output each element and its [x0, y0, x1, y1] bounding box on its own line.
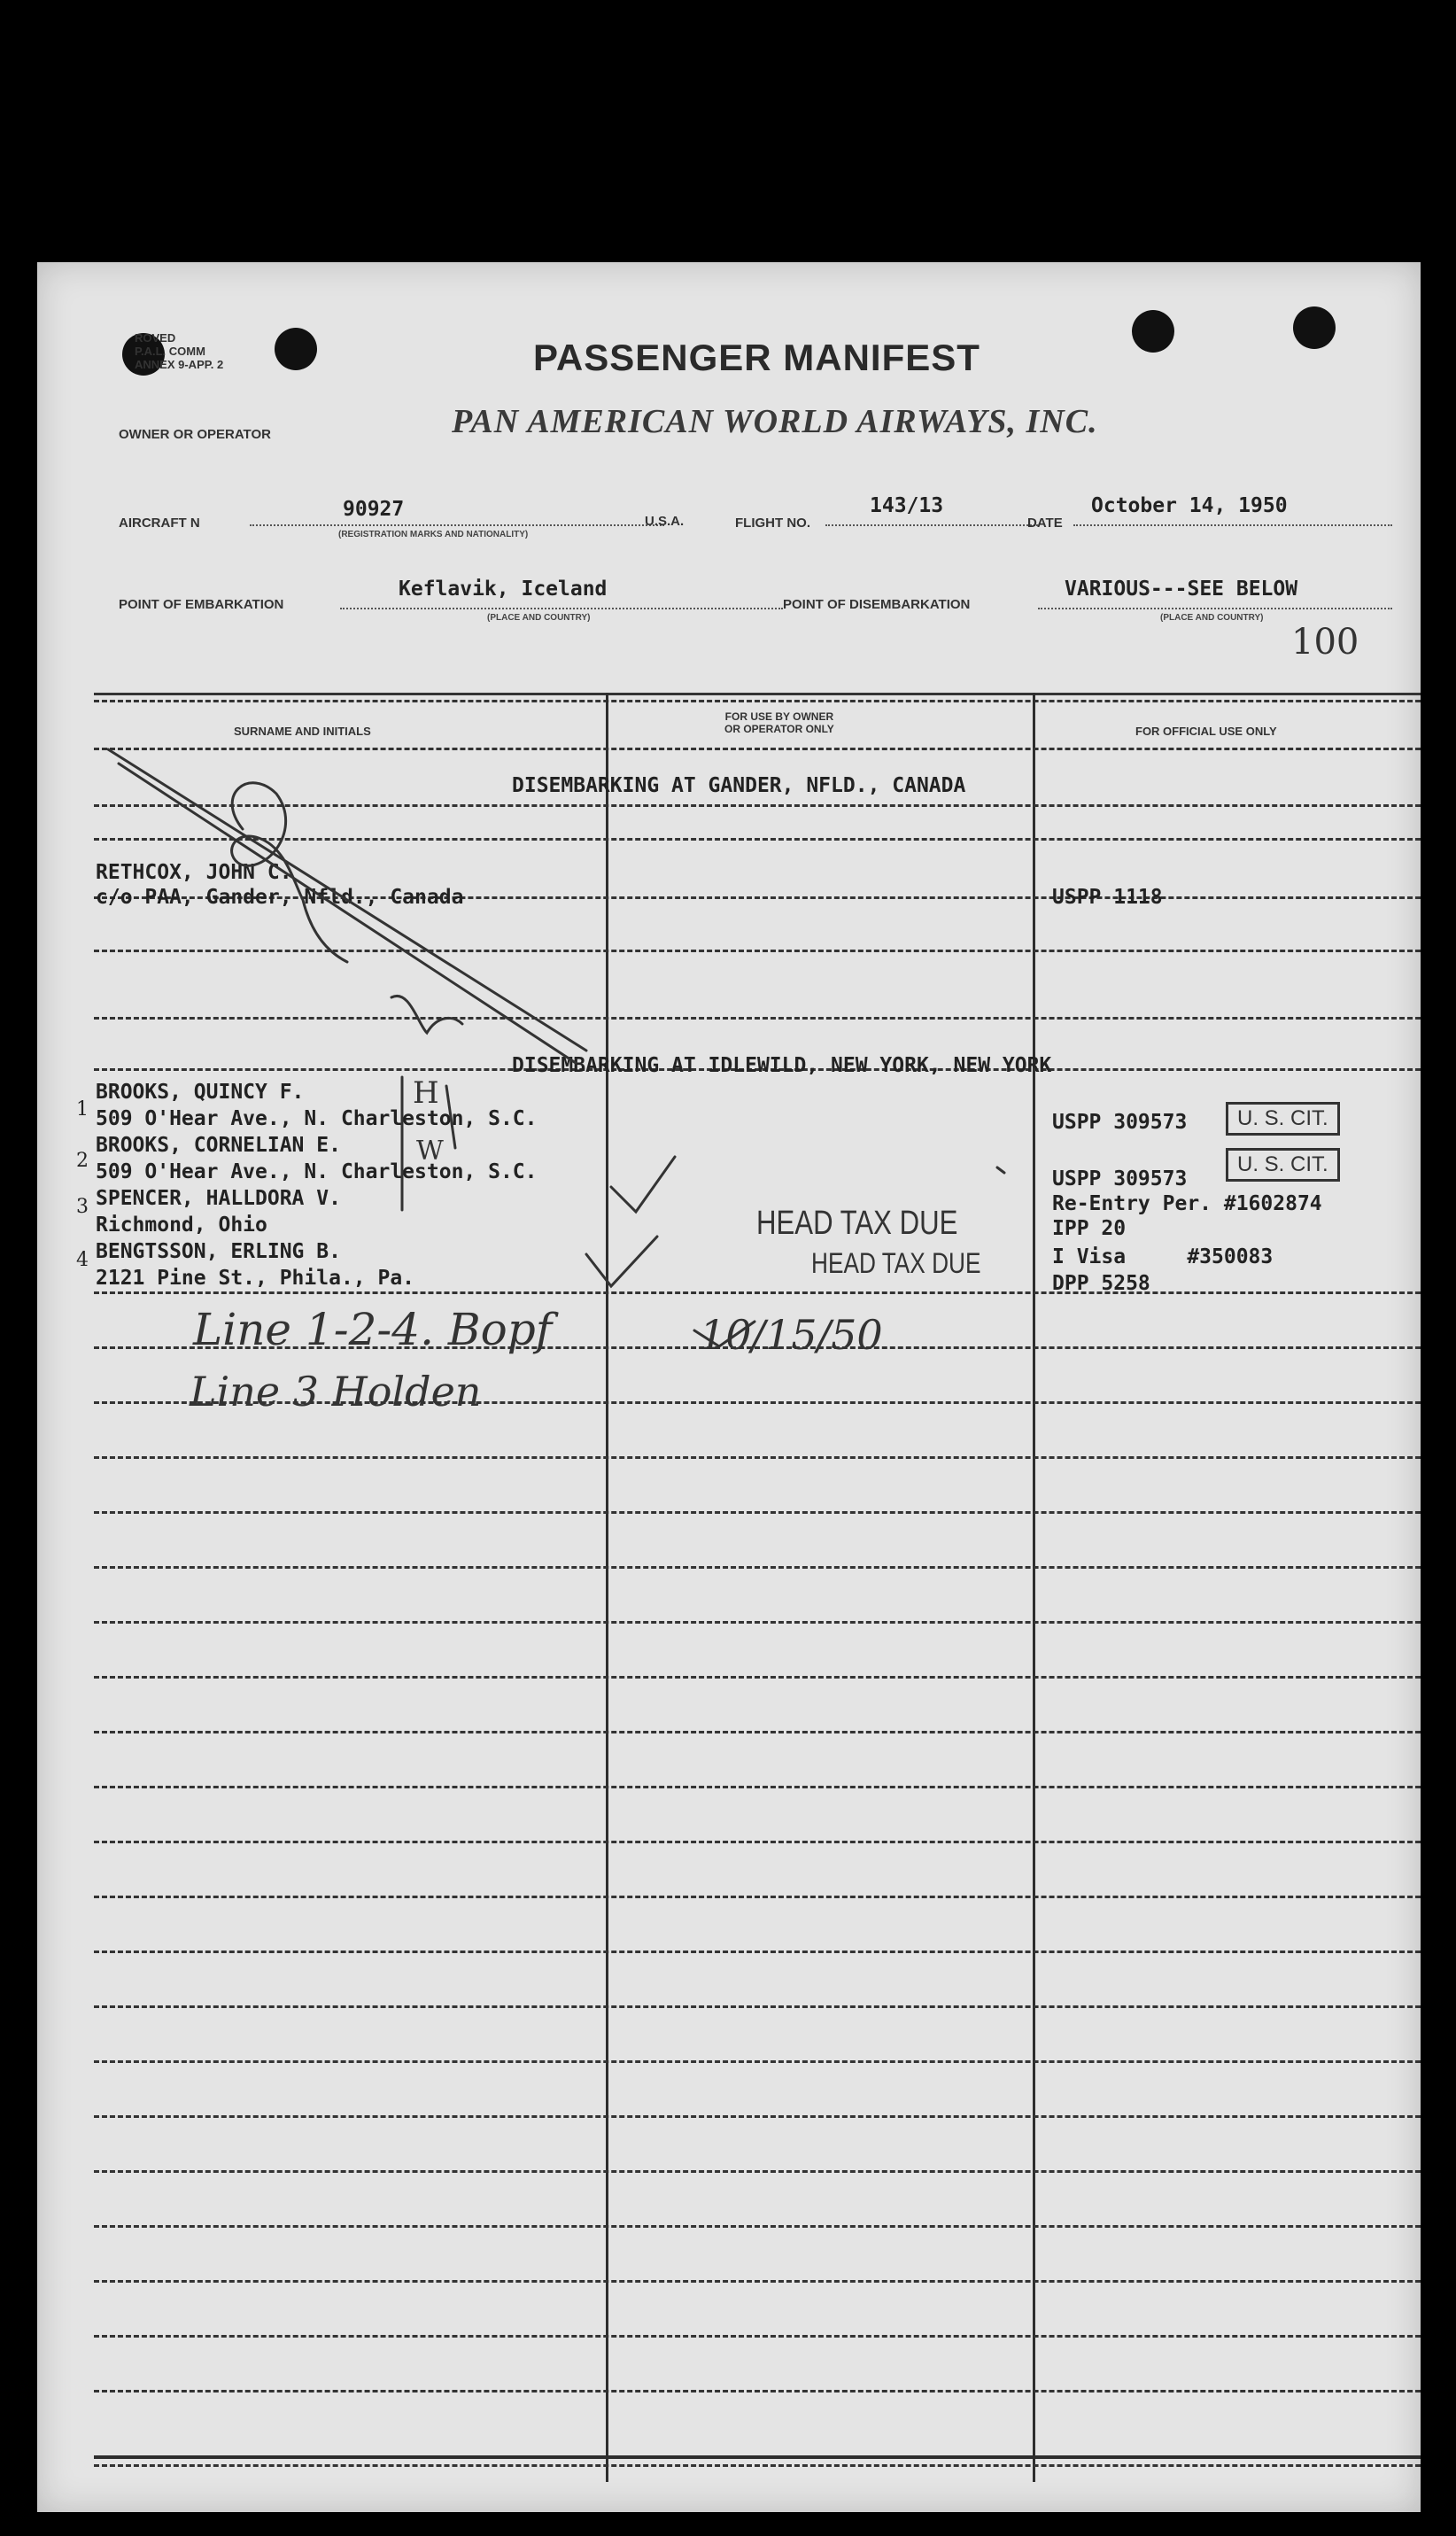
handwritten-date: 10/15/50	[700, 1311, 883, 1359]
scribble	[232, 783, 347, 962]
embark-sub: (PLACE AND COUNTRY)	[487, 613, 591, 623]
aircraft-sub: (REGISTRATION MARKS AND NATIONALITY)	[338, 530, 529, 539]
bottom-rule	[94, 2455, 1421, 2459]
passenger-address: 509 O'Hear Ave., N. Charleston, S.C.	[96, 1160, 538, 1183]
manifest-page	[37, 262, 1421, 2512]
strike-line	[119, 764, 576, 1063]
passenger-name: BENGTSSON, ERLING B.	[96, 1240, 341, 1263]
passenger-official: USPP 309573	[1052, 1111, 1188, 1134]
flight-label: FLIGHT NO.	[735, 516, 810, 531]
disembark-label: POINT OF DISEMBARKATION	[783, 597, 971, 612]
passenger-name: SPENCER, HALLDORA V.	[96, 1187, 341, 1210]
disembark-value: VARIOUS---SEE BELOW	[1065, 578, 1298, 601]
pen-marks	[37, 262, 1421, 2512]
handwritten-mark: H	[413, 1075, 439, 1111]
passenger-name: BROOKS, QUINCY F.	[96, 1081, 305, 1104]
passenger-official: USPP 309573	[1052, 1167, 1188, 1190]
passenger-address: 2121 Pine St., Phila., Pa.	[96, 1267, 415, 1290]
head-tax-stamp: HEAD TAX DUE	[756, 1205, 958, 1242]
col-header-owner-line: OR OPERATOR ONLY	[724, 723, 834, 735]
tick-mark	[446, 1086, 455, 1148]
date-value: October 14, 1950	[1091, 494, 1288, 517]
aircraft-label: AIRCRAFT N	[119, 516, 200, 531]
line-number: 4	[76, 1249, 89, 1271]
section-idlewild: DISEMBARKING AT IDLEWILD, NEW YORK, NEW YORK	[512, 1054, 1052, 1077]
line-number: 3	[76, 1196, 89, 1218]
embark-value: Keflavik, Iceland	[399, 578, 608, 601]
col-header-surname: SURNAME AND INITIALS	[234, 725, 371, 738]
head-tax-stamp: HEAD TAX DUE	[811, 1247, 981, 1279]
flight-value: 143/13	[870, 494, 944, 517]
passenger-address: 509 O'Hear Ave., N. Charleston, S.C.	[96, 1107, 538, 1130]
handwritten-note: Line 3 Holden	[190, 1368, 482, 1415]
approval-line: P.A.L. COMM	[135, 345, 205, 358]
handwritten-number: 100	[1291, 622, 1359, 663]
handwritten-mark: W	[416, 1136, 444, 1167]
handwritten-note: Line 1-2-4. Bopf	[193, 1304, 553, 1355]
approval-line: ROVED	[135, 331, 176, 345]
passenger-official-2: DPP 5258	[1052, 1272, 1150, 1295]
passenger-address: Richmond, Ohio	[96, 1214, 267, 1237]
passenger-official: Re-Entry Per. #1602874	[1052, 1192, 1322, 1215]
passenger-official: I Visa #350083	[1052, 1245, 1274, 1268]
date-label: DATE	[1027, 516, 1063, 531]
passenger-official-2: IPP 20	[1052, 1217, 1127, 1240]
us-citizen-stamp: U. S. CIT.	[1226, 1102, 1340, 1136]
check-mark	[586, 1237, 657, 1286]
company-name: PAN AMERICAN WORLD AIRWAYS, INC.	[452, 403, 1098, 440]
scribble	[391, 996, 462, 1033]
check-mark	[694, 1322, 755, 1346]
tick-mark	[997, 1167, 1004, 1173]
us-citizen-stamp: U. S. CIT.	[1226, 1148, 1340, 1182]
strike-line	[108, 749, 586, 1051]
section-gander: DISEMBARKING AT GANDER, NFLD., CANADA	[512, 774, 966, 797]
gander-passenger-name: RETHCOX, JOHN C.	[96, 861, 292, 884]
col-header-owner-line: FOR USE BY OWNER	[724, 710, 834, 723]
disembark-sub: (PLACE AND COUNTRY)	[1160, 613, 1264, 623]
line-number: 1	[76, 1098, 89, 1121]
owner-label: OWNER OR OPERATOR	[119, 427, 271, 442]
gander-passenger-official: USPP 1118	[1052, 886, 1163, 909]
page-title: PASSENGER MANIFEST	[533, 337, 980, 378]
check-mark	[611, 1157, 675, 1212]
embark-label: POINT OF EMBARKATION	[119, 597, 284, 612]
line-number: 2	[76, 1150, 89, 1172]
aircraft-value: 90927	[343, 498, 405, 521]
usa-text: U.S.A.	[645, 514, 685, 529]
gander-passenger-address: c/o PAA, Gander, Nfld., Canada	[96, 886, 464, 909]
passenger-name: BROOKS, CORNELIAN E.	[96, 1134, 341, 1157]
col-header-official: FOR OFFICIAL USE ONLY	[1135, 725, 1277, 738]
approval-line: ANNEX 9-APP. 2	[135, 358, 224, 371]
bottom-rule	[94, 2464, 1421, 2467]
